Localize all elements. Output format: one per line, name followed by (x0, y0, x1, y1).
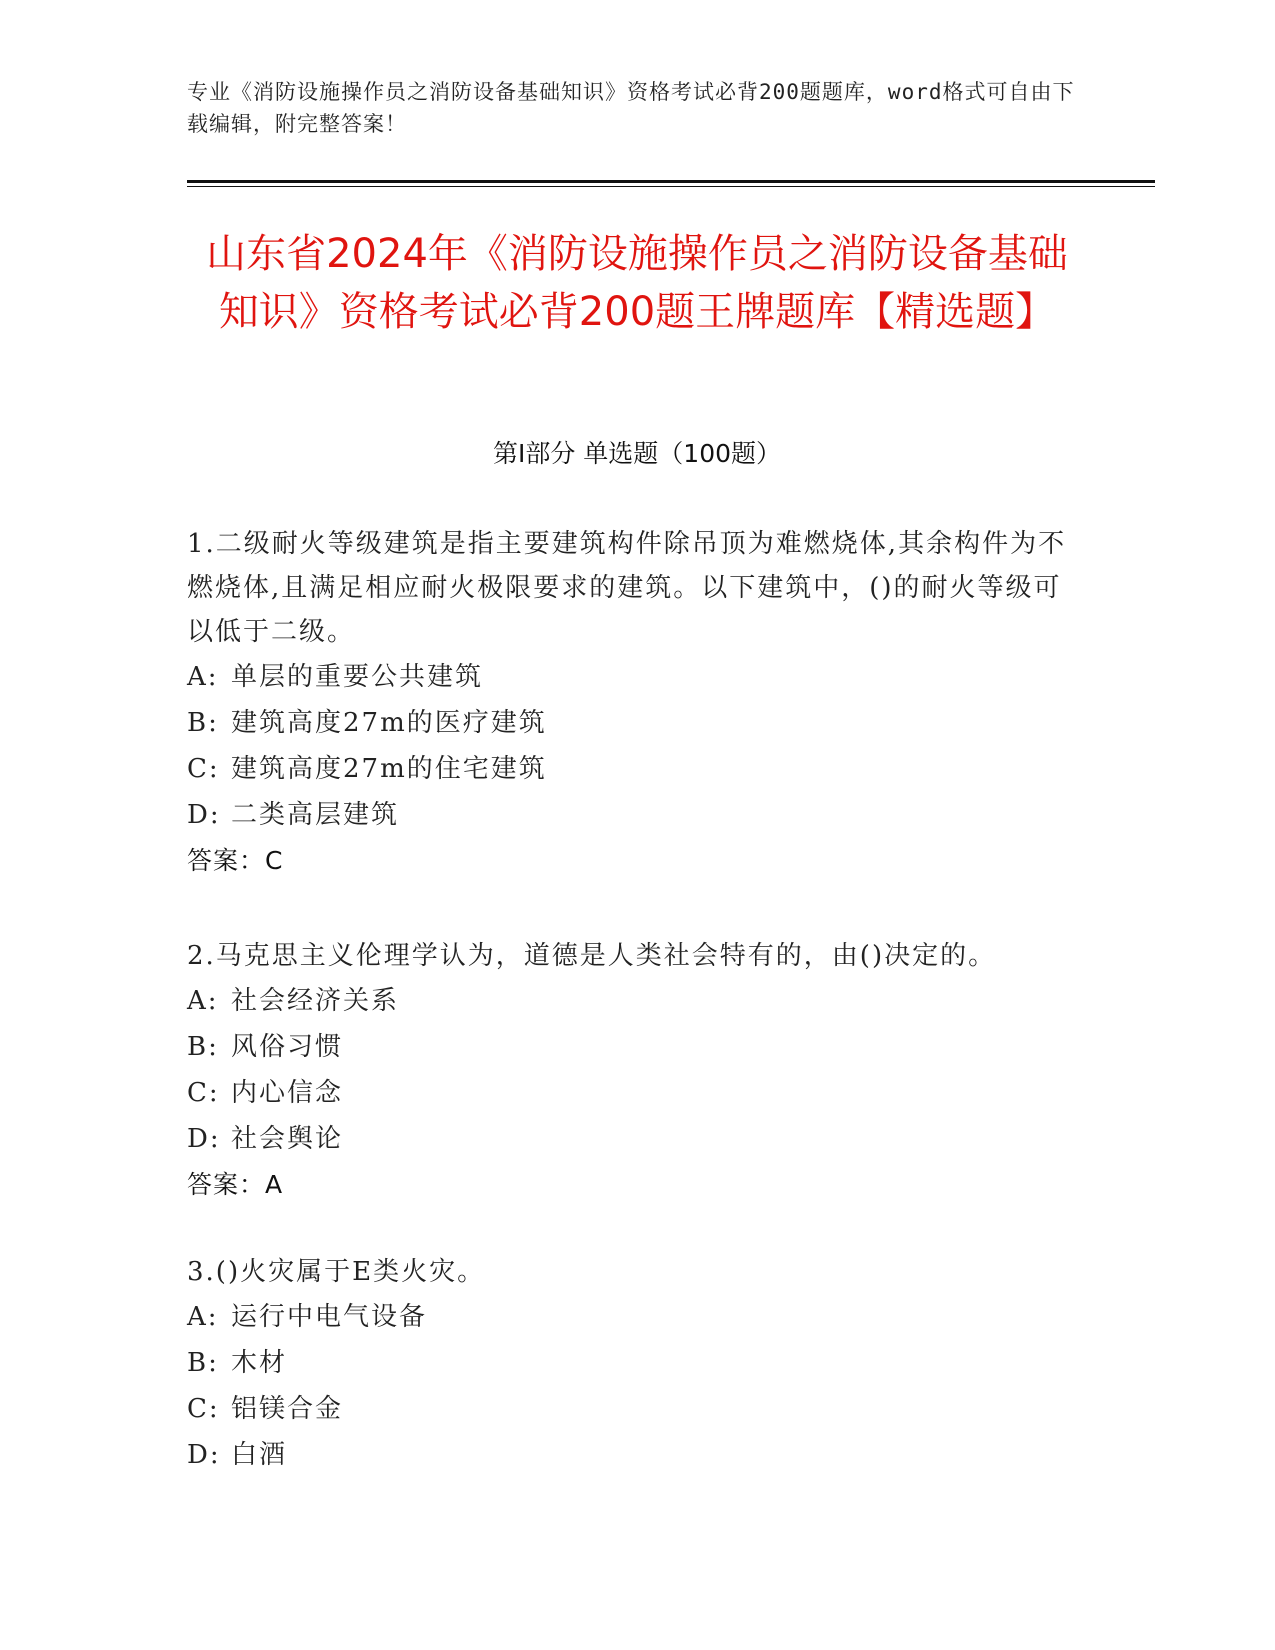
option-d (187, 1432, 1077, 1478)
option-text: 二类高层建筑 (231, 800, 400, 830)
option-text: 单层的重要公共建筑 (231, 662, 484, 692)
option-d (187, 792, 1077, 838)
option-b (187, 1024, 1077, 1070)
option-letter: D: (187, 1124, 221, 1154)
option-letter: B: (187, 1032, 219, 1062)
document-title: 山东省2024年《消防设施操作员之消防设备基础知识》资格考试必背200题王牌题库【精选题】 (206, 231, 1068, 335)
option-letter: B: (187, 1348, 219, 1378)
section-title: 第Ⅰ部分 单选题（100题） (492, 439, 782, 468)
question-2 (187, 934, 1077, 1208)
option-text: 社会经济关系 (231, 986, 400, 1016)
header-divider-thick (187, 180, 1155, 183)
option-letter: C: (187, 754, 220, 784)
option-b (187, 700, 1077, 746)
question-text: 3.()火灾属于E类火灾。 (187, 1257, 486, 1287)
option-text: 运行中电气设备 (231, 1302, 428, 1332)
option-letter: B: (187, 708, 219, 738)
question-text: 1.二级耐火等级建筑是指主要建筑构件除吊顶为难燃烧体,其余构件为不燃烧体,且满足相应耐火极限要求的建筑。以下建筑中，()的耐火等级可以低于二级。 (187, 529, 1067, 647)
header-divider-thin (187, 186, 1155, 187)
option-letter: A: (187, 986, 219, 1016)
option-a (187, 1294, 1077, 1340)
option-letter: A: (187, 1302, 219, 1332)
option-d (187, 1116, 1077, 1162)
option-c (187, 1070, 1077, 1116)
answer-label: 答案：C (187, 846, 284, 875)
option-text: 木材 (231, 1348, 288, 1378)
option-c (187, 746, 1077, 792)
option-text: 建筑高度27m的住宅建筑 (231, 754, 547, 784)
option-text: 社会舆论 (231, 1124, 344, 1154)
option-text: 内心信念 (231, 1078, 344, 1108)
option-text: 风俗习惯 (231, 1032, 344, 1062)
option-b (187, 1340, 1077, 1386)
option-a (187, 978, 1077, 1024)
option-letter: A: (187, 662, 219, 692)
option-c (187, 1386, 1077, 1432)
question-text: 2.马克思主义伦理学认为，道德是人类社会特有的，由()决定的。 (187, 941, 997, 971)
option-letter: D: (187, 1440, 221, 1470)
question-1 (187, 522, 1077, 884)
option-text: 白酒 (231, 1440, 288, 1470)
header-note: 专业《消防设施操作员之消防设备基础知识》资格考试必背200题题库，word格式可自由下载编辑，附完整答案！ (187, 80, 1075, 136)
question-3 (187, 1250, 1077, 1478)
option-letter: C: (187, 1078, 220, 1108)
option-letter: D: (187, 800, 221, 830)
option-a (187, 654, 1077, 700)
answer-label: 答案：A (187, 1170, 284, 1199)
option-text: 建筑高度27m的医疗建筑 (231, 708, 547, 738)
option-letter: C: (187, 1394, 220, 1424)
option-text: 铝镁合金 (231, 1394, 344, 1424)
